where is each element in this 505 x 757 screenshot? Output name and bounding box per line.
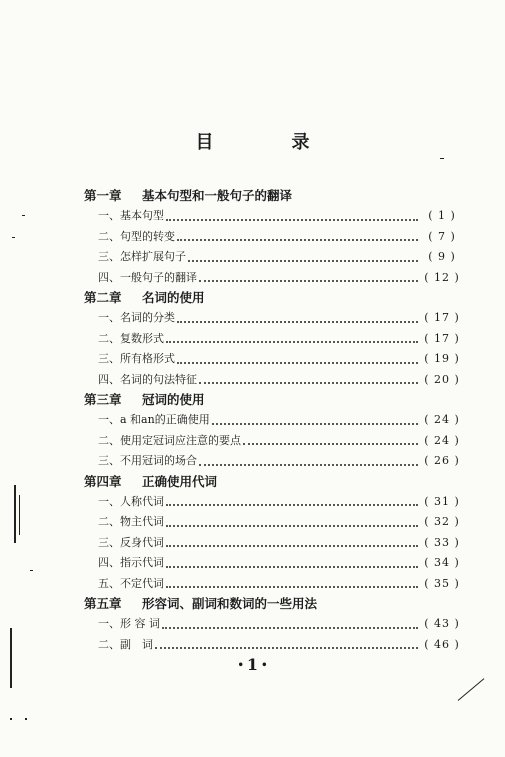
entry-page-number: ( 31 )	[424, 494, 460, 508]
dot-leader	[166, 559, 418, 568]
entry-label: 二、使用定冠词应注意的要点	[98, 433, 241, 447]
scan-speck	[25, 718, 27, 720]
chapter-heading	[84, 288, 464, 308]
toc-entry	[84, 431, 464, 452]
toc-entry	[84, 206, 464, 227]
entry-label: 一、a 和an的正确使用	[98, 413, 210, 426]
scan-speck	[440, 158, 444, 159]
toc-entry	[84, 329, 464, 350]
binding-mark	[19, 495, 20, 535]
entry-label: 三、不用冠词的场合	[98, 454, 197, 467]
entry-page-number: ( 43 )	[424, 617, 460, 630]
entry-page-number: ( 24 )	[424, 433, 460, 447]
binding-mark	[10, 628, 12, 688]
chapter-number: 第二章	[84, 290, 122, 305]
entry-page-number: ( 20 )	[424, 372, 460, 386]
scan-speck	[30, 570, 33, 571]
entry-label: 三、所有格形式	[98, 352, 175, 365]
ornament-dot-left: •	[237, 660, 244, 671]
entry-page-number: ( 46 )	[424, 637, 460, 651]
dot-leader	[177, 232, 418, 241]
dot-leader	[166, 518, 418, 527]
toc-entry	[84, 635, 464, 656]
chapter-number: 第一章	[84, 188, 122, 203]
pencil-stroke	[458, 678, 485, 701]
entry-page-number: ( 33 )	[424, 535, 460, 549]
entry-label: 四、指示代词	[98, 556, 164, 569]
page-number-value: 1	[246, 655, 259, 674]
toc-entry	[84, 553, 464, 574]
chapter-title: 形容词、副词和数词的一些用法	[142, 596, 318, 611]
scan-speck	[10, 718, 12, 720]
dot-leader	[166, 212, 418, 221]
toc-entry	[84, 574, 464, 595]
entry-page-number: ( 1 )	[428, 209, 456, 222]
chapter-heading	[84, 186, 464, 206]
chapter-heading	[84, 594, 464, 614]
dot-leader	[177, 314, 418, 323]
entry-page-number: ( 24 )	[424, 413, 460, 426]
scan-speck	[12, 237, 15, 238]
toc-entry	[84, 512, 464, 533]
chapter-title: 正确使用代词	[142, 473, 218, 489]
dot-leader	[212, 416, 418, 425]
dot-leader	[188, 253, 418, 262]
chapter-title: 基本句型和一般句子的翻译	[142, 188, 293, 203]
dot-leader	[199, 273, 418, 282]
entry-label: 五、不定代词	[98, 576, 164, 590]
entry-label: 三、反身代词	[98, 535, 164, 549]
entry-label: 四、一般句子的翻译	[98, 270, 197, 284]
chapter-heading	[84, 390, 464, 410]
toc-entry	[84, 308, 464, 329]
dot-leader	[155, 640, 418, 649]
toc-entry	[84, 268, 464, 289]
entry-label: 一、形 容 词	[98, 617, 160, 630]
entry-page-number: ( 34 )	[424, 556, 460, 569]
entry-label: 四、名词的句法特征	[98, 372, 197, 386]
toc-entry	[84, 370, 464, 391]
entry-page-number: ( 32 )	[424, 515, 460, 528]
entry-label: 二、复数形式	[98, 331, 164, 345]
toc-entry	[84, 451, 464, 472]
entry-label: 一、人称代词	[98, 494, 164, 508]
dot-leader	[162, 620, 418, 629]
ornament-dot-right: •	[261, 660, 268, 671]
entry-page-number: ( 17 )	[424, 311, 460, 324]
dot-leader	[199, 457, 418, 466]
toc-entry	[84, 247, 464, 268]
entry-page-number: ( 12 )	[424, 270, 460, 284]
entry-label: 二、副 词	[98, 637, 153, 651]
toc-entry	[84, 533, 464, 554]
chapter-number: 第四章	[84, 473, 122, 489]
toc-entry	[84, 227, 464, 248]
dot-leader	[177, 355, 418, 364]
chapter-title: 名词的使用	[142, 290, 205, 305]
page-title: 目 录	[195, 132, 340, 153]
entry-label: 二、物主代词	[98, 515, 164, 528]
page-number	[0, 655, 505, 674]
entry-page-number: ( 19 )	[424, 352, 460, 365]
entry-page-number: ( 17 )	[424, 331, 460, 345]
dot-leader	[166, 579, 418, 588]
toc-entry	[84, 614, 464, 635]
entry-label: 三、怎样扩展句子	[98, 250, 186, 263]
entry-label: 一、基本句型	[98, 209, 164, 222]
table-of-contents	[84, 186, 464, 655]
dot-leader	[166, 538, 418, 547]
dot-leader	[243, 436, 418, 445]
toc-entry	[84, 349, 464, 370]
scan-speck	[22, 215, 25, 216]
chapter-number: 第五章	[84, 596, 122, 611]
binding-mark	[14, 485, 16, 543]
entry-label: 二、句型的转变	[98, 229, 175, 243]
dot-leader	[166, 497, 418, 506]
entry-page-number: ( 9 )	[428, 250, 456, 263]
chapter-heading	[84, 472, 464, 492]
dot-leader	[166, 334, 418, 343]
toc-entry	[84, 410, 464, 431]
entry-page-number: ( 26 )	[424, 454, 460, 467]
entry-label: 一、名词的分类	[98, 311, 175, 324]
entry-page-number: ( 7 )	[428, 229, 456, 243]
dot-leader	[199, 375, 418, 384]
entry-page-number: ( 35 )	[424, 576, 460, 590]
chapter-number: 第三章	[84, 392, 122, 407]
toc-entry	[84, 492, 464, 513]
chapter-title: 冠词的使用	[142, 392, 205, 407]
